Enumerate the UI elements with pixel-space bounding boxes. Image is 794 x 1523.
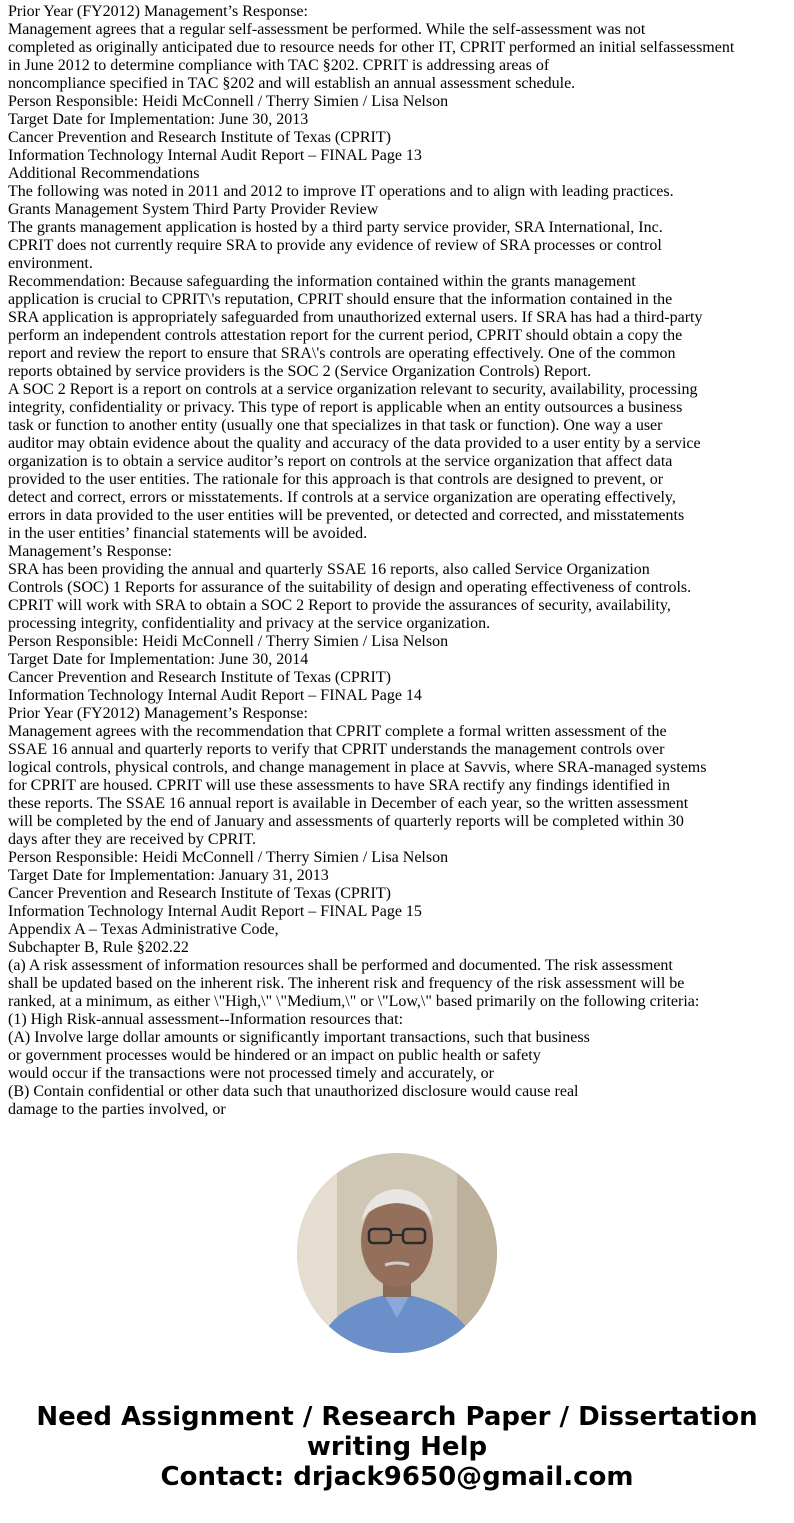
text-line: Person Responsible: Heidi McConnell / Therry Simien / Lisa Nelson xyxy=(8,849,449,866)
text-line: Information Technology Internal Audit Report – FINAL Page 15 xyxy=(8,903,422,920)
text-line: shall be updated based on the inherent risk. The inherent risk and frequency of the risk assessment will be xyxy=(8,975,685,992)
text-line: SSAE 16 annual and quarterly reports to verify that CPRIT understands the management controls over xyxy=(8,741,665,758)
text-line: The following was noted in 2011 and 2012 to improve IT operations and to align with leading practices. xyxy=(8,183,674,200)
text-line: Information Technology Internal Audit Report – FINAL Page 14 xyxy=(8,687,422,704)
text-line: application is crucial to CPRIT\'s reputation, CPRIT should ensure that the information contained in the xyxy=(8,291,673,308)
text-line: Target Date for Implementation: January 31, 2013 xyxy=(8,867,329,884)
text-line: (1) High Risk-annual assessment--Information resources that: xyxy=(8,1011,404,1028)
text-line: would occur if the transactions were not processed timely and accurately, or xyxy=(8,1065,494,1082)
text-line: CPRIT will work with SRA to obtain a SOC 2 Report to provide the assurances of security, availability, xyxy=(8,597,671,614)
text-line: for CPRIT are housed. CPRIT will use these assessments to have SRA rectify any findings identified in xyxy=(8,777,670,794)
promo-line: writing Help xyxy=(306,1432,488,1462)
text-line: these reports. The SSAE 16 annual report is available in December of each year, so the written assessment xyxy=(8,795,689,812)
text-line: completed as originally anticipated due to resource needs for other IT, CPRIT performed an initial selfassessment xyxy=(8,39,735,56)
text-line: CPRIT does not currently require SRA to provide any evidence of review of SRA processes or control xyxy=(8,237,662,254)
text-line: errors in data provided to the user entities will be prevented, or detected and corrected, and misstatements xyxy=(8,507,685,524)
person-photo-icon xyxy=(297,1153,497,1353)
text-line: Prior Year (FY2012) Management’s Response: xyxy=(8,705,308,722)
text-line: auditor may obtain evidence about the quality and accuracy of the data provided to a user entity by a service xyxy=(8,435,701,452)
text-line: report and review the report to ensure that SRA\'s controls are operating effectively. One of the common xyxy=(8,345,676,362)
text-line: Person Responsible: Heidi McConnell / Therry Simien / Lisa Nelson xyxy=(8,93,449,110)
text-line: The grants management application is hosted by a third party service provider, SRA International, Inc. xyxy=(8,219,663,236)
text-line: Additional Recommendations xyxy=(8,165,200,182)
text-line: processing integrity, confidentiality and privacy at the service organization. xyxy=(8,615,491,632)
text-line: Management agrees that a regular self-assessment be performed. While the self-assessment was not xyxy=(8,21,646,38)
text-line: (A) Involve large dollar amounts or significantly important transactions, such that business xyxy=(8,1029,590,1046)
promo-line: Need Assignment / Research Paper / Dissertation xyxy=(36,1402,758,1432)
text-line: SRA has been providing the annual and quarterly SSAE 16 reports, also called Service Organization xyxy=(8,561,650,578)
text-line: Target Date for Implementation: June 30, 2014 xyxy=(8,651,309,668)
text-line: ranked, at a minimum, as either \"High,\" \"Medium,\" or \"Low,\" based primarily on the following criteria: xyxy=(8,993,700,1010)
text-line: Appendix A – Texas Administrative Code, xyxy=(8,921,279,938)
text-line: Cancer Prevention and Research Institute of Texas (CPRIT) xyxy=(8,669,391,686)
promo-banner xyxy=(0,1402,794,1492)
text-line: Prior Year (FY2012) Management’s Response: xyxy=(8,3,308,20)
text-line: detect and correct, errors or misstatements. If controls at a service organization are operating effectively, xyxy=(8,489,676,506)
text-line: Cancer Prevention and Research Institute of Texas (CPRIT) xyxy=(8,129,391,146)
text-line: Subchapter B, Rule §202.22 xyxy=(8,939,189,956)
text-line: Management’s Response: xyxy=(8,543,172,560)
text-line: Recommendation: Because safeguarding the information contained within the grants management xyxy=(8,273,636,290)
text-line: SRA application is appropriately safeguarded from unauthorized external users. If SRA has had a third-party xyxy=(8,309,703,326)
text-line: environment. xyxy=(8,255,93,272)
text-line: logical controls, physical controls, and change management in place at Savvis, where SRA-managed systems xyxy=(8,759,707,776)
text-line: in the user entities’ financial statements will be avoided. xyxy=(8,525,368,542)
text-line: will be completed by the end of January and assessments of quarterly reports will be completed within 30 xyxy=(8,813,684,830)
text-line: Cancer Prevention and Research Institute of Texas (CPRIT) xyxy=(8,885,391,902)
text-line: Target Date for Implementation: June 30, 2013 xyxy=(8,111,309,128)
text-line: reports obtained by service providers is the SOC 2 (Service Organization Controls) Report. xyxy=(8,363,592,380)
text-line: (B) Contain confidential or other data such that unauthorized disclosure would cause real xyxy=(8,1083,579,1100)
text-line: task or function to another entity (usually one that specializes in that task or function). One way a user xyxy=(8,417,663,434)
text-line: (a) A risk assessment of information resources shall be performed and documented. The risk assessment xyxy=(8,957,673,974)
text-line: damage to the parties involved, or xyxy=(8,1101,226,1118)
document-text xyxy=(8,3,788,1122)
text-line: A SOC 2 Report is a report on controls at a service organization relevant to security, availability, processing xyxy=(8,381,698,398)
text-line: noncompliance specified in TAC §202 and will establish an annual assessment schedule. xyxy=(8,75,576,92)
text-line: Grants Management System Third Party Provider Review xyxy=(8,201,379,218)
text-line: Management agrees with the recommendation that CPRIT complete a formal written assessment of the xyxy=(8,723,667,740)
text-line: provided to the user entities. The rationale for this approach is that controls are designed to prevent, or xyxy=(8,471,664,488)
text-line: days after they are received by CPRIT. xyxy=(8,831,257,848)
text-line: Information Technology Internal Audit Report – FINAL Page 13 xyxy=(8,147,422,164)
text-line: Person Responsible: Heidi McConnell / Therry Simien / Lisa Nelson xyxy=(8,633,449,650)
text-line: organization is to obtain a service auditor’s report on controls at the service organization that affect data xyxy=(8,453,673,470)
text-line: integrity, confidentiality or privacy. This type of report is applicable when an entity outsources a business xyxy=(8,399,683,416)
avatar xyxy=(297,1153,497,1353)
promo-contact: Contact: drjack9650@gmail.com xyxy=(160,1462,634,1492)
text-line: Controls (SOC) 1 Reports for assurance of the suitability of design and operating effectiveness of controls. xyxy=(8,579,692,596)
text-line: perform an independent controls attestation report for the current period, CPRIT should obtain a copy the xyxy=(8,327,683,344)
text-line: or government processes would be hindered or an impact on public health or safety xyxy=(8,1047,541,1064)
text-line: in June 2012 to determine compliance with TAC §202. CPRIT is addressing areas of xyxy=(8,57,550,74)
